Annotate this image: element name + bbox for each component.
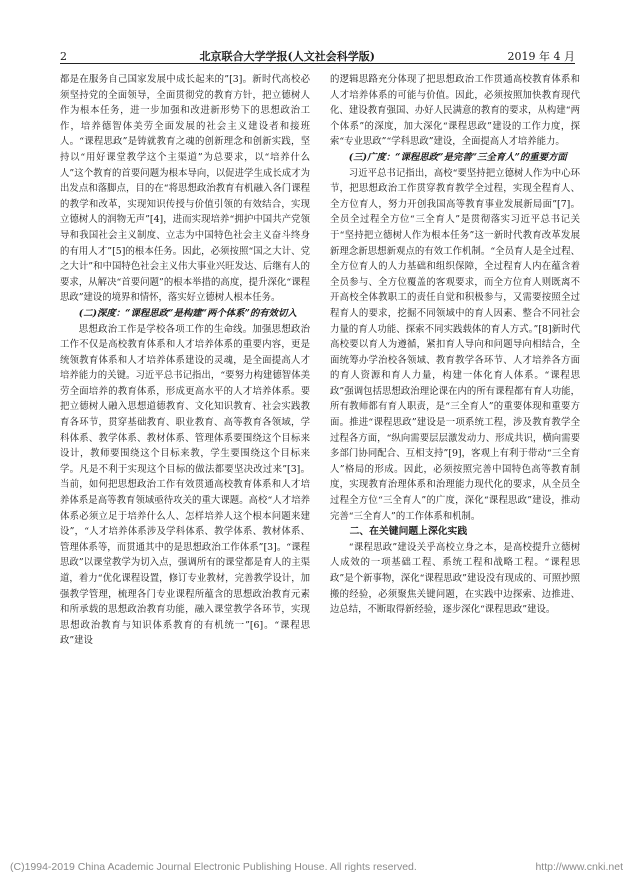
page-header: [60, 44, 575, 64]
paragraph: 习近平总书记指出，高校“要坚持把立德树人作为中心环节，把思想政治工作贯穿教育教学全过程，实现全程育人、全方位育人，努力开创我国高等教育事业发展新局面”[7]。全员全过程全方位“三全育人”是贯彻落实习近平总书记关于“坚持把立德树人作为根本任务”这一新时代教育改革发展新理念新思想新观点的有效工作机制。“全员育人是全过程、全方位育人的人力基础和组织保障，全过程育人内在蕴含着全员参与、全方位覆盖的客观要求，而全方位育人则既离不开高校全体教职工的责任自觉和积极参与，又需要按照全过程育人的要求，挖掘不同领域中的育人因素、整合不同社会力量的育人功能、探索不同实践载体的育人方式。”[8]新时代高校要以育人为遵循，紧扣育人导向和问题导向相结合，全面统筹办学治校各领域、教育教学各环节、人才培养各方面的育人资源和育人力量，构建一体化育人体系。“课程思政”强调包括思想政治理论课在内的所有课程都有育人功能，所有教师都有育人职责，是“三全育人”的重要体现和重要方面。推进“课程思政”建设是一项系统工程，涉及教育教学全过程各方面，“纵向需要层层激发动力、形成共识，横向需要多部门协同配合、互相支持”[9]，客观上有利于带动“三全育人”格局的形成。因此，必须按照完善中国特色高等教育制度，实现教育治理体系和治理能力现代化的要求，从全员全过程全方位“三全育人”的广度，深化“课程思政”建设，推动完善“三全育人”的工作体系和机制。: [330, 167, 580, 522]
paragraph: 都是在服务自己国家发展中成长起来的”[3]。新时代高校必须坚持党的全面领导，全面贯彻党的教育方针，把立德树人作为根本任务，进一步加强和改进新形势下的思想政治工作，培养德智体美劳全面发展的社会主义建设者和接班人。“课程思政”是铸就教育之魂的创新理念和创新实践，坚持以“用好课堂教学这个主渠道”为总要求，以“培养什么人”这个教育的首要问题为根本导向，以促进学生成长成才为出发点和落脚点，目的在“将思想政治教育有机融入各门课程的教学和改革，实现知识传授与价值引领的有效结合，实现立德树人的润物无声”[4]，进而实现培养“拥护中国共产党领导和我国社会主义制度、立志为中国特色社会主义奋斗终身的有用人才”[5]的根本任务。因此，必须按照“国之大计、党之大计”和中国特色社会主义伟大事业兴旺发达、后继有人的要求，从解决“首要问题”的根本举措的高度，提升深化“课程思政”建设的境界和情怀，落实好立德树人根本任务。: [60, 74, 310, 304]
right-column: [330, 72, 580, 618]
subsection-heading: (二)深度：“课程思政”是构建“两个体系”的有效切入: [78, 307, 297, 319]
copyright-notice: (C)1994-2019 China Academic Journal Electronic Publishing House. All rights reserved.: [10, 861, 417, 873]
section-heading: 二、在关键问题上深化实践: [349, 526, 468, 538]
paragraph: 思想政治工作是学校各项工作的生命线。加强思想政治工作不仅是高校教育体系和人才培养体系的重要内容，更是统领教育体系和人才培养体系建设的灵魂，是全面提高人才培养能力的关键。习近平总书记指出，“要努力构建德智体美劳全面培养的教育体系，形成更高水平的人才培养体系。要把立德树人融入思想道德教育、文化知识教育、社会实践教育各环节，贯穿基础教育、职业教育、高等教育各领域，学科体系、教学体系、教材体系、管理体系要围绕这个目标来设计，教师要围绕这个目标来教，学生要围绕这个目标来学。凡是不利于实现这个目标的做法都要坚决改过来”[3]。当前，如何把思想政治工作有效贯通高校教育体系和人才培养体系是高等教育领域亟待攻关的重大课题。高校“人才培养体系必须立足于培养什么人、怎样培养人这个根本问题来建设”，“人才培养体系涉及学科体系、教学体系、教材体系、管理体系等，而贯通其中的是思想政治工作体系”[3]。“课程思政”以课堂教学为切入点，强调所有的课堂都是育人的主渠道，着力“优化课程设置，修订专业教材，完善教学设计，加强教学管理，梳理各门专业课程所蕴含的思想政治教育元素和所承载的思想政治教育功能，融入课堂教学各环节，实现思想政治教育与知识体系教育的有机统一”[6]。“课程思政”建设: [60, 323, 310, 647]
issue-date: 2019 年 4 月: [507, 50, 575, 63]
page-footer: [10, 861, 623, 873]
paragraph: 的逻辑思路充分体现了把思想政治工作贯通高校教育体系和人才培养体系的可能与价值。因此，必须按照加快教育现代化、建设教育强国、办好人民满意的教育的要求，从构建“两个体系”的深度，加大深化“课程思政”建设的工作力度，探索“专业思政”“学科思政”建设，全面提高人才培养能力。: [330, 74, 580, 148]
paragraph: “课程思政”建设关乎高校立身之本，是高校提升立德树人成效的一项基础工程、系统工程和战略工程。“课程思政”是个新事物，深化“课程思政”建设没有现成的、可照抄照搬的经验，必须聚焦关键问题，在实践中边探索、边推进、边总结，不断取得新经验，逐步深化“课程思政”建设。: [330, 541, 580, 616]
left-column: [60, 72, 310, 649]
header-rule: [60, 63, 575, 64]
footer-url[interactable]: http://www.cnki.net: [535, 861, 623, 873]
page-number: 2: [60, 50, 67, 63]
subsection-heading: (三)广度：“课程思政”是完善“三全育人”的重要方面: [348, 151, 567, 163]
journal-title: 北京联合大学学报(人文社会科学版): [199, 50, 375, 63]
